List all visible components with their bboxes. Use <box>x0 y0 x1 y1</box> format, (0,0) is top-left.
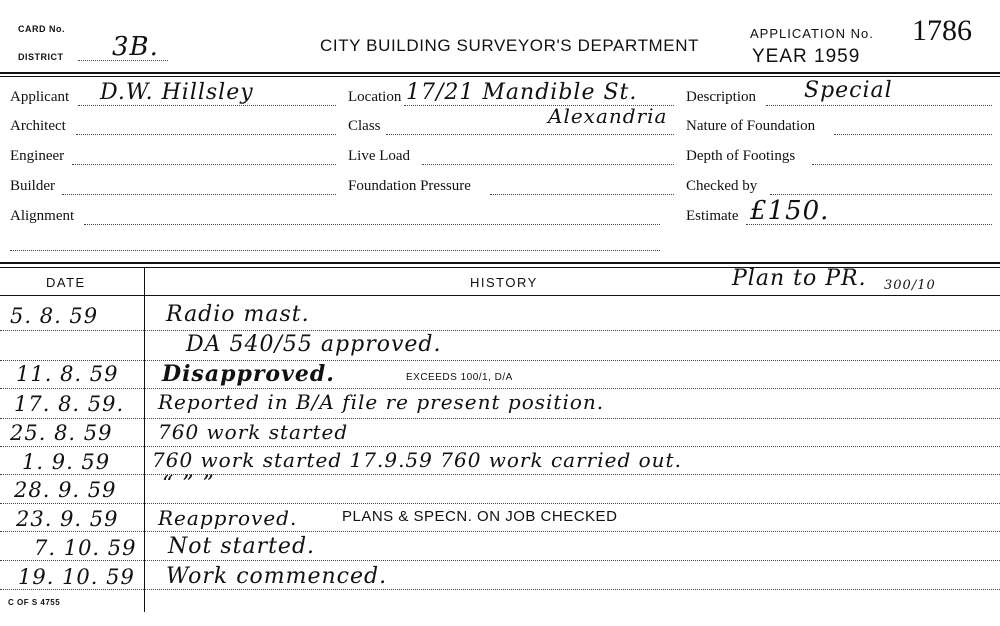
header-rule-thin <box>0 76 1000 77</box>
history-column-header: HISTORY <box>470 275 538 290</box>
location-label: Location <box>348 89 402 105</box>
application-label: APPLICATION No. <box>750 26 874 41</box>
history-date: 23. 9. 59 <box>16 507 119 531</box>
history-date: 19. 10. 59 <box>18 565 135 589</box>
alignment-label: Alignment <box>10 208 75 224</box>
applicant-line <box>78 105 336 106</box>
history-date: 5. 8. 59 <box>10 304 99 328</box>
builder-label: Builder <box>10 178 55 194</box>
row-line-5 <box>0 446 1000 447</box>
history-entry: Radio mast. <box>166 302 310 327</box>
history-entry: Reported in B/A file re present position. <box>158 390 605 414</box>
form-code: C OF S 4755 <box>8 598 61 607</box>
history-entry: DA 540/55 approved. <box>186 332 442 357</box>
foundation-pressure-label: Foundation Pressure <box>348 178 471 194</box>
history-date: 11. 8. 59 <box>16 362 119 386</box>
history-date: 1. 9. 59 <box>22 450 111 474</box>
row-line-2 <box>0 360 1000 361</box>
live-load-label: Live Load <box>348 148 411 164</box>
row-line-4 <box>0 418 1000 419</box>
builder-line <box>62 194 336 195</box>
depth-of-footings-line <box>812 164 992 165</box>
row-line-9 <box>0 560 1000 561</box>
year-label: YEAR 1959 <box>752 46 861 67</box>
history-date: 28. 9. 59 <box>14 478 117 502</box>
architect-label: Architect <box>10 118 66 134</box>
history-entry: Disapproved. <box>162 361 335 387</box>
history-note: EXCEEDS 100/1, D/A <box>406 372 513 383</box>
corner-note: Plan to PR. <box>732 266 867 291</box>
row-line-10 <box>0 589 1000 590</box>
description-value: Special <box>804 78 893 103</box>
history-date: 7. 10. 59 <box>34 536 137 560</box>
architect-line <box>76 134 336 135</box>
history-entry: 760 work started <box>158 420 349 444</box>
nature-of-foundation-label: Nature of Foundation <box>686 118 816 134</box>
row-line-6 <box>0 474 1000 475</box>
history-date: 25. 8. 59 <box>10 421 113 445</box>
history-rule-top <box>0 262 1000 264</box>
row-line-3 <box>0 388 1000 389</box>
estimate-value: £150. <box>750 196 830 226</box>
row-line-1 <box>0 330 1000 331</box>
history-entry: Reapproved. <box>158 506 298 530</box>
card-no-label: CARD No. <box>18 24 65 34</box>
alignment-line <box>84 224 660 225</box>
history-entry: “ ” ” <box>162 472 215 497</box>
depth-of-footings-label: Depth of Footings <box>686 148 796 164</box>
checked-by-label: Checked by <box>686 178 758 194</box>
history-header-rule <box>0 295 1000 296</box>
applicant-label: Applicant <box>10 89 70 105</box>
foundation-pressure-line <box>490 194 674 195</box>
history-entry: Work commenced. <box>166 564 388 589</box>
checked-by-line <box>770 194 992 195</box>
class-line <box>386 134 674 135</box>
description-line <box>766 105 992 106</box>
history-note: PLANS & SPECN. ON JOB CHECKED <box>342 508 618 525</box>
department-title: CITY BUILDING SURVEYOR'S DEPARTMENT <box>320 36 700 55</box>
class-value: Alexandria <box>548 104 668 128</box>
district-label: DISTRICT <box>18 52 64 62</box>
estimate-label: Estimate <box>686 208 739 224</box>
application-number: 1786 <box>912 14 972 47</box>
nature-of-foundation-line <box>834 134 992 135</box>
history-entry: 760 work started 17.9.59 760 work carried out. <box>152 448 682 472</box>
date-column-header: DATE <box>46 275 86 290</box>
engineer-label: Engineer <box>10 148 65 164</box>
blank-line <box>10 250 660 251</box>
row-line-8 <box>0 531 1000 532</box>
header-rule <box>0 72 1000 74</box>
engineer-line <box>72 164 336 165</box>
corner-note-small: 300/10 <box>884 278 936 293</box>
live-load-line <box>422 164 674 165</box>
row-line-7 <box>0 503 1000 504</box>
class-label: Class <box>348 118 381 134</box>
history-entry: Not started. <box>168 534 316 559</box>
description-label: Description <box>686 89 756 105</box>
history-date: 17. 8. 59. <box>14 392 125 416</box>
location-value: 17/21 Mandible St. <box>406 80 638 105</box>
district-value: 3B. <box>112 32 159 62</box>
applicant-value: D.W. Hillsley <box>100 80 254 105</box>
